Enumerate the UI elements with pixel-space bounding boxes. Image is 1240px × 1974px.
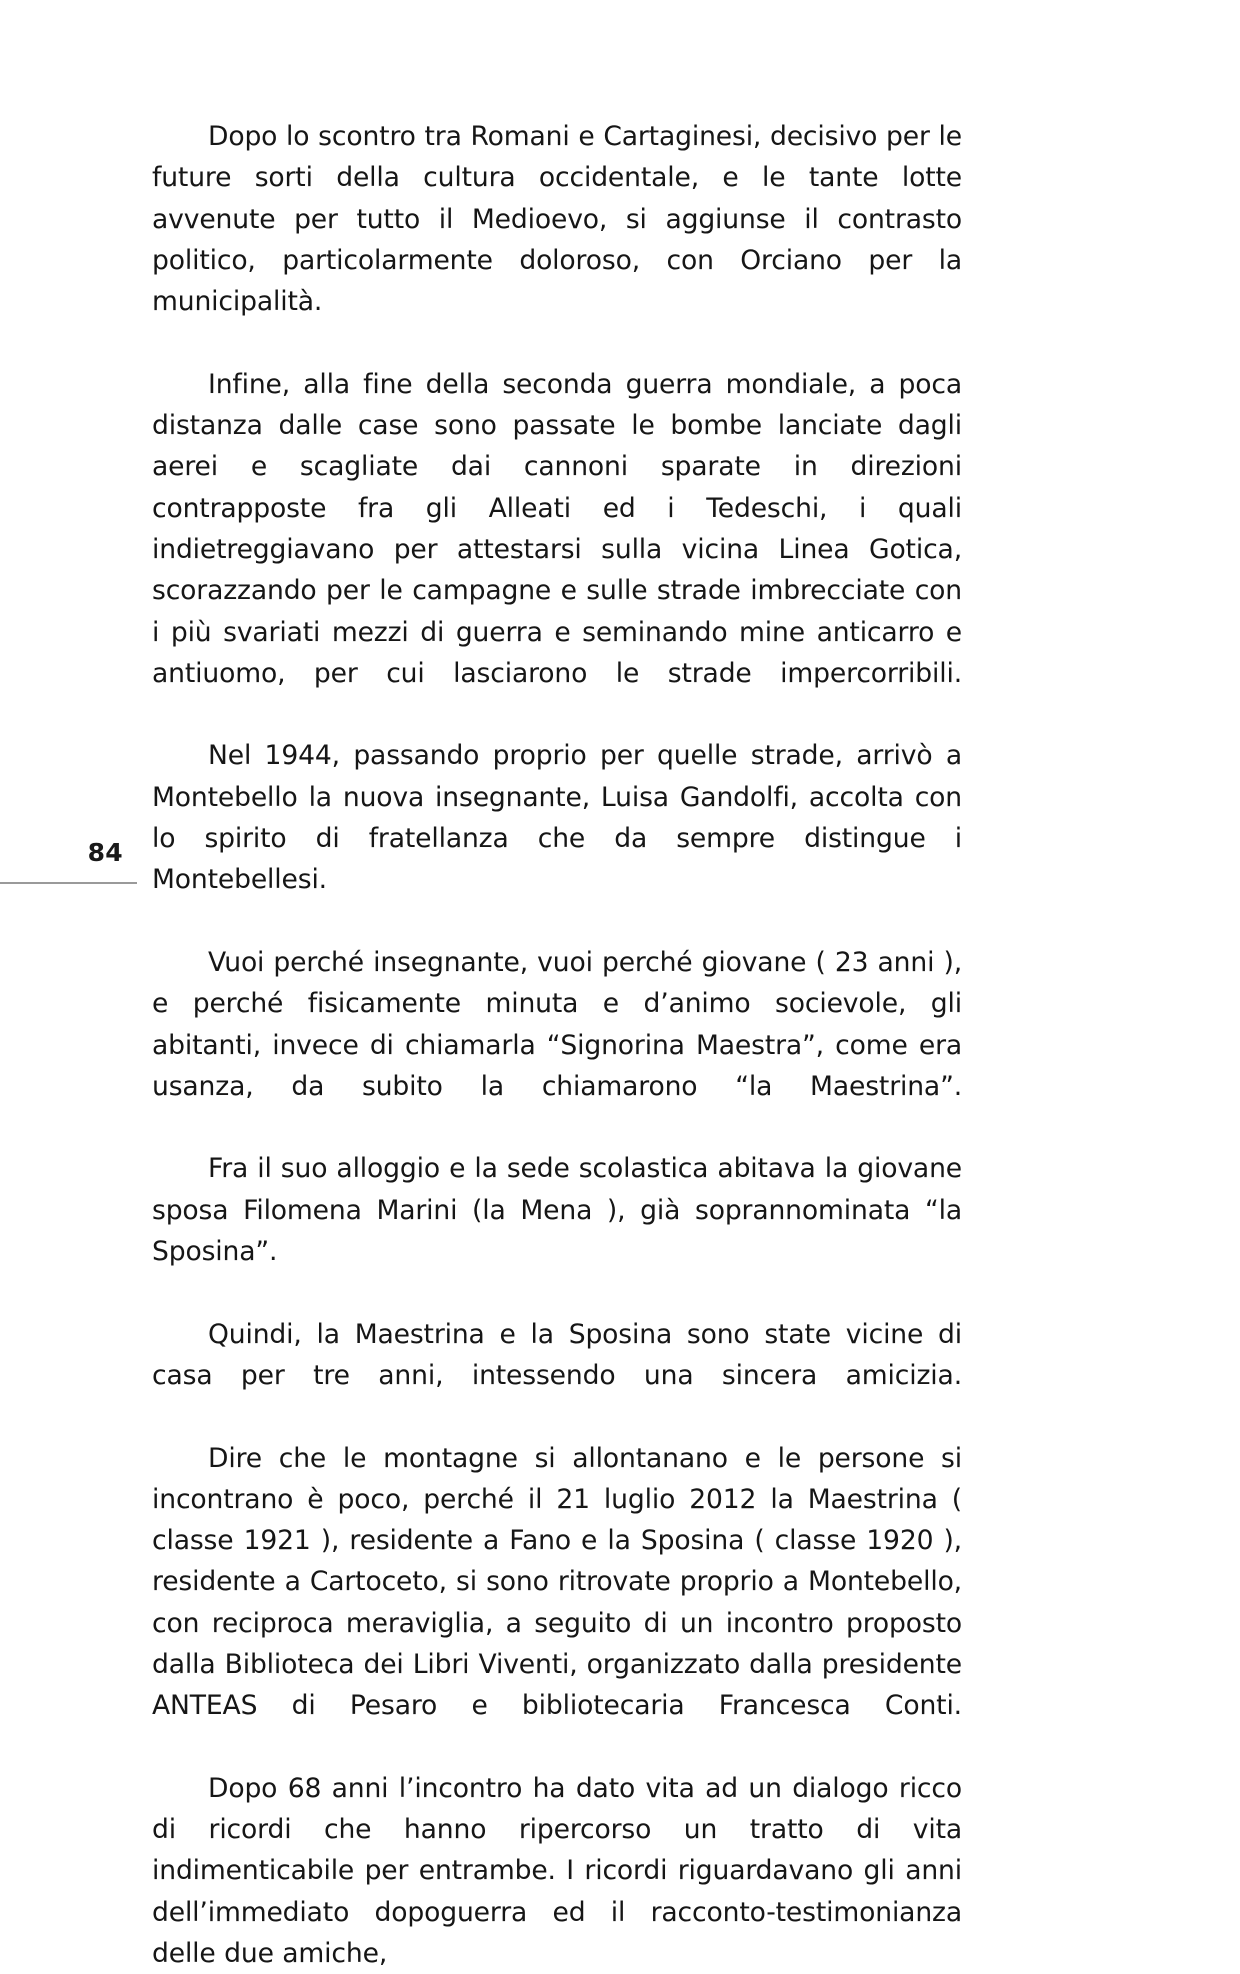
page-number: 84 [87,838,123,867]
paragraph: Dire che le montagne si allontanano e le persone si incontrano è poco, perché il 21 luglio 2012 la Maestrina ( classe 1921 ), residente a Fano e la Sposina ( classe 1920 ), residente a Cartoceto, si sono ritrovate proprio a Montebello, con reciproca meraviglia, a seguito di un incontro proposto dalla Biblioteca dei Libri Viventi, organizzato dalla presidente ANTEAS di Pesaro e bibliotecaria Francesca Conti. [152,1442,962,1722]
paragraph: Nel 1944, passando proprio per quelle strade, arrivò a Montebello la nuova insegnante, Luisa Gandolfi, accolta con lo spirito di fratellanza che da sempre distingue i Montebellesi. [152,740,962,896]
folio-divider [0,882,137,884]
body-text-column [152,116,962,1974]
paragraph: Fra il suo alloggio e la sede scolastica abitava la giovane sposa Filomena Marini (la Mena ), già soprannominata “la Sposina”. [152,1153,962,1268]
page-folio [0,838,137,898]
paragraph: Vuoi perché insegnante, vuoi perché giovane ( 23 anni ), e perché fisicamente minuta e d’animo socievole, gli abitanti, invece di chiamarla “Signorina Maestra”, come era usanza, da subito la chiamarono “la Maestrina”. [152,946,962,1102]
paragraph: Quindi, la Maestrina e la Sposina sono state vicine di casa per tre anni, intessendo una sincera amicizia. [152,1318,962,1391]
paragraph: Infine, alla fine della seconda guerra mondiale, a poca distanza dalle case sono passate le bombe lanciate dagli aerei e scagliate dai cannoni sparate in direzioni contrapposte fra gli Alleati ed i Tedeschi, i quali indietreggiavano per attestarsi sulla vicina Linea Gotica, scorazzando per le campagne e sulle strade imbrecciate con i più svariati mezzi di guerra e seminando mine anticarro e antiuomo, per cui lasciarono le strade impercorribili. [152,368,962,689]
paragraph: Dopo 68 anni l’incontro ha dato vita ad un dialogo ricco di ricordi che hanno ripercorso un tratto di vita indimenticabile per entrambe. I ricordi riguardavano gli anni dell’immediato dopoguerra ed il racconto-testimonianza delle due amiche, [152,1772,962,1970]
paragraph: Dopo lo scontro tra Romani e Cartaginesi, decisivo per le future sorti della cultura occidentale, e le tante lotte avvenute per tutto il Medioevo, si aggiunse il contrasto politico, particolarmente doloroso, con Orciano per la municipalità. [152,121,962,318]
